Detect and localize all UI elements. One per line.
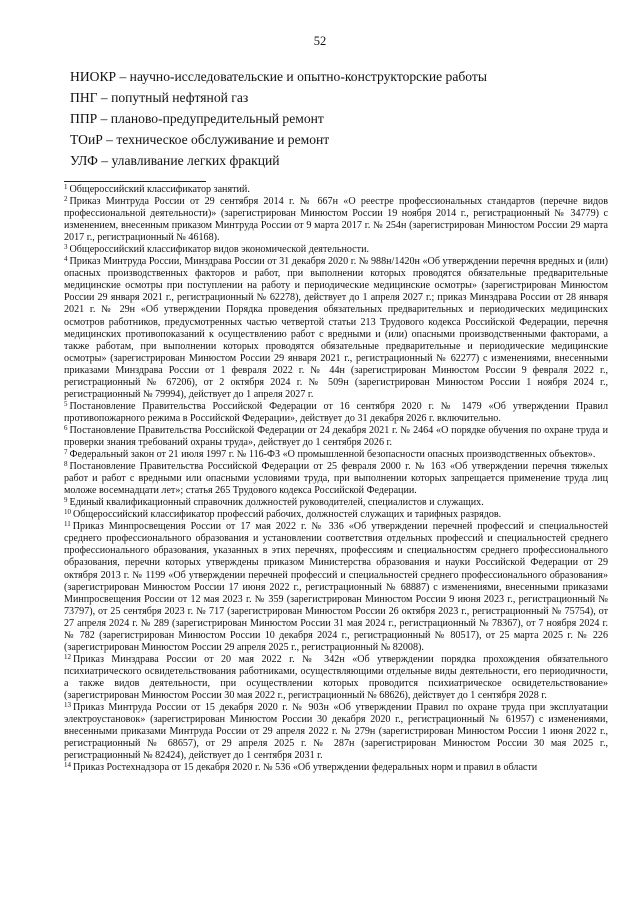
footnote: [64, 509, 608, 521]
footnote-number: 2: [64, 195, 68, 204]
abbreviation-png: ПНГ – попутный нефтяной газ: [70, 90, 249, 105]
footnote-number: 10: [64, 508, 71, 517]
footnote-number: 3: [64, 243, 68, 252]
footnote-divider: [64, 181, 206, 182]
footnote: [64, 702, 608, 762]
footnote: [64, 654, 608, 702]
footnote-text: Приказ Минтруда России, Минздрава России от 31 декабря 2020 г. № 988н/1420н «Об утверждении перечня вредных и (или) опасных производственных факторов и работ, при выполнении которых проводятся обязательные предварительные медицинские осмотры при поступлении на работу и периодические медицинские осмотры» (зарегистрирован Минюстом России 29 января 2021 г., регистрационный № 62278), действует до 1 апреля 2027 г.; приказ Минздрава России от 28 января 2021 г. № 29н «Об утверждении Порядка проведения обязательных предварительных и периодических медицинских осмотров работников, предусмотренных частью четвертой статьи 213 Трудового кодекса Российской Федерации, перечня медицинских противопоказаний к осуществлению работ с вредными и (или) опасными производственными факторами, а также работам, при выполнении которых проводятся обязательные предварительные и периодические медицинские осмотры» (зарегистрирован Минюстом России 29 января 2021 г., регистрационный № 62277) с изменениями, внесенными приказами Минздрава России от 1 февраля 2022 г. № 44н (зарегистрирован Минюстом России 9 февраля 2022 г., регистрационный № 67206), от 2 октября 2024 г. № 509н (зарегистрирован Минюстом России 1 ноября 2024 г., регистрационный № 79994), действует до 1 апреля 2027 г.: [64, 256, 608, 400]
footnote-number: 1: [64, 183, 68, 191]
abbreviation-ppr: ППР – планово-предупредительный ремонт: [70, 111, 324, 126]
footnote-text: Общероссийский классификатор занятий.: [69, 184, 250, 195]
abbreviations-list: [70, 66, 608, 171]
footnote-number: 7: [64, 448, 68, 457]
footnote-number: 14: [64, 761, 71, 770]
abbreviation-toir: ТОиР – техническое обслуживание и ремонт: [70, 132, 330, 147]
footnote-text: Приказ Минтруда России от 15 декабря 2020 г. № 903н «Об утверждении Правил по охране труда при эксплуатации электроустановок» (зарегистрирован Минюстом России 30 декабря 2020 г., регистрационный № 61957) с изменениями, внесенными приказами Минтруда России от 29 апреля 2022 г. № 279н (зарегистрирован Минюстом России 1 июня 2022 г., регистрационный № 68657), от 29 апреля 2025 г. № 287н (зарегистрирован Минюстом России 30 мая 2025 г., регистрационный № 82424), действует до 1 сентября 2031 г.: [64, 702, 608, 762]
page-number: 52: [313, 34, 327, 48]
footnotes: [64, 184, 608, 774]
footnote-text: Федеральный закон от 21 июля 1997 г. № 116-ФЗ «О промышленной безопасности опасных производственных объектов».: [69, 449, 596, 461]
footnote: [64, 762, 608, 774]
footnote-number: 5: [64, 399, 68, 408]
footnote: [64, 497, 608, 509]
footnote: [64, 244, 608, 256]
abbreviation-ulf: УЛФ – улавливание легких фракций: [70, 153, 280, 168]
footnote: [64, 425, 608, 449]
footnote: [64, 521, 608, 654]
footnote-number: 9: [64, 496, 68, 505]
footnote-text: Постановление Правительства Российской Федерации от 25 февраля 2000 г. № 163 «Об утверждении перечня тяжелых работ и работ с вредными или опасными условиями труда, при выполнении которых запрещается применение труда лиц моложе восемнадцати лет»; статья 265 Трудового кодекса Российской Федерации.: [64, 461, 608, 497]
footnote: [64, 449, 608, 461]
footnote-text: Постановление Правительства Российской Федерации от 24 декабря 2021 г. № 2464 «О порядке обучения по охране труда и проверки знания требований охраны труда», действует до 1 сентября 2026 г.: [64, 424, 608, 448]
footnote-number: 12: [64, 652, 71, 661]
footnote: [64, 256, 608, 401]
footnote-number: 6: [64, 423, 68, 432]
footnote-text: Приказ Минпросвещения России от 17 мая 2022 г. № 336 «Об утверждении перечней профессий и специальностей среднего профессионального образования и установлении соответствия отдельных профессий и специальностей среднего профессионального образования, указанных в этих перечнях, профессиям и специальностям среднего профессионального образования, перечни которых утверждены приказом Министерства образования и науки Российской Федерации от 29 октября 2013 г. № 1199 «Об утверждении перечней профессий и специальностей среднего профессионального образования» (зарегистрирован Минюстом России 17 июня 2022 г., регистрационный № 68887) с изменениями, внесенными приказами Минпросвещения России от 12 мая 2023 г. № 359 (зарегистрирован Минюстом России 9 июня 2023 г., регистрационный № 73797), от 25 сентября 2023 г. № 717 (зарегистрирован Минюстом России 26 октября 2023 г., регистрационный № 75754), от 27 апреля 2024 г. № 289 (зарегистрирован Минюстом России 31 мая 2024 г., регистрационный № 78367), от 7 ноября 2024 г. № 782 (зарегистрирован Минюстом России 10 декабря 2024 г., регистрационный № 80517), от 25 марта 2025 г. № 226 (зарегистрирован Минюстом России 29 апреля 2025 г., регистрационный № 82008).: [64, 521, 608, 653]
footnote-number: 13: [64, 701, 71, 710]
footnote: [64, 461, 608, 497]
footnote: [64, 196, 608, 244]
footnote-text: Приказ Минтруда России от 29 сентября 2014 г. № 667н «О реестре профессиональных стандартов (перечне видов профессиональной деятельности)» (зарегистрирован Минюстом России 19 ноября 2014 г., регистрационный № 34779) с изменением, внесенным приказом Минтруда России от 9 марта 2017 г. № 254н (зарегистрирован Минюстом России 29 марта 2017 г., регистрационный № 46168).: [64, 196, 608, 244]
footnote-number: 4: [64, 255, 68, 264]
footnote-text: Приказ Минздрава России от 20 мая 2022 г. № 342н «Об утверждении порядка прохождения обязательного психиатрического освидетельствования работниками, осуществляющими отдельные виды деятельности, его периодичности, а также видов деятельности, при осуществлении которых проводится психиатрическое освидетельствование» (зарегистрирован Минюстом России 30 мая 2022 г., регистрационный № 68626), действует до 1 сентября 2028 г.: [64, 653, 608, 701]
footnote-text: Единый квалификационный справочник должностей руководителей, специалистов и служащих.: [69, 497, 484, 509]
footnote: [64, 401, 608, 425]
footnote-number: 8: [64, 460, 68, 469]
footnote-text: Постановление Правительства Российской Федерации от 16 сентября 2020 г. № 1479 «Об утверждении Правил противопожарного режима в Российской Федерации», действует до 31 декабря 2026 г. включительно.: [64, 400, 608, 424]
footnote-text: Приказ Ростехнадзора от 15 декабря 2020 г. № 536 «Об утверждении федеральных норм и правил в области: [73, 762, 538, 774]
footnote-text: Общероссийский классификатор видов экономической деятельности.: [69, 244, 369, 256]
footnote-text: Общероссийский классификатор профессий рабочих, должностей служащих и тарифных разрядов.: [73, 509, 502, 521]
footnote-number: 11: [64, 520, 71, 529]
abbreviation-niokr: НИОКР – научно-исследовательские и опытно-конструкторские работы: [70, 69, 487, 84]
footnote: [64, 184, 608, 196]
